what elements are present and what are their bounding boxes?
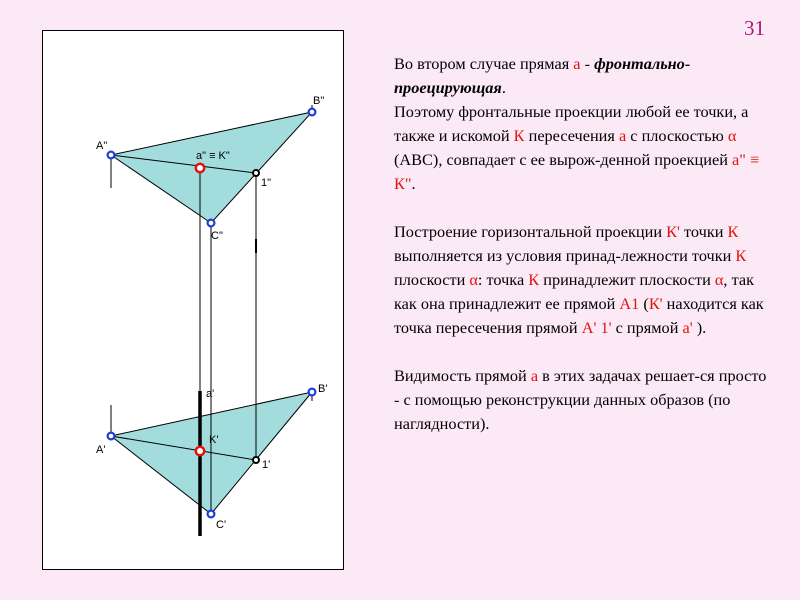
highlight-span: а	[573, 54, 581, 73]
text-span: (АВС), совпадает с ее вырож-денной проекцией	[394, 150, 732, 169]
highlight-span: А' 1'	[581, 318, 612, 337]
label-c2: C"	[211, 230, 223, 242]
point-c1	[208, 511, 215, 518]
label-k1: K'	[209, 434, 219, 446]
label-a1: A'	[96, 444, 106, 456]
highlight-span: К	[735, 246, 747, 265]
text-span: : точка	[477, 270, 529, 289]
text-span: , так как она принадлежит ее прямой	[394, 270, 755, 313]
text-span: плоскости	[394, 270, 470, 289]
point-a2	[108, 152, 115, 159]
highlight-span: а'	[682, 318, 693, 337]
text-span: точки	[679, 222, 728, 241]
text-span: Поэтому фронтальные проекции любой ее точки, а также и искомой	[394, 102, 749, 145]
paragraph-frontal	[367, 100, 775, 196]
paragraph-horizontal	[367, 220, 775, 340]
highlight-span: К'	[666, 222, 680, 241]
text-span: Видимость прямой	[394, 366, 531, 385]
label-a2: A"	[96, 140, 108, 152]
label-12: 1"	[261, 177, 272, 189]
highlight-span: К	[727, 222, 739, 241]
label-a1-line: a'	[206, 388, 215, 400]
paragraph-visibility	[367, 364, 775, 436]
highlight-span: α	[727, 126, 737, 145]
label-a2k2: a" ≡ K"	[196, 150, 230, 162]
point-c2	[208, 220, 215, 227]
point-12	[253, 170, 259, 176]
paragraph-gap	[367, 196, 775, 220]
label-b2: B"	[313, 95, 325, 107]
drawing-canvas	[43, 31, 345, 571]
text-span: с прямой	[611, 318, 683, 337]
point-11	[253, 457, 259, 463]
slide-number: 31	[744, 16, 765, 40]
highlight-span: К'	[648, 294, 663, 313]
point-k1	[196, 447, 204, 455]
highlight-span: а" ≡ К"	[394, 150, 760, 193]
highlight-span: а	[530, 366, 539, 385]
label-b1: B'	[318, 383, 328, 395]
text-span: (	[639, 294, 649, 313]
text-span: ).	[692, 318, 707, 337]
text-span: с плоскостью	[626, 126, 728, 145]
point-a1	[108, 433, 115, 440]
text-span: в этих задачах решает-ся просто - с помощью реконструкции данных образов (по наглядности).	[394, 366, 767, 433]
text-span: принадлежит плоскости	[539, 270, 715, 289]
projection-drawing	[42, 30, 344, 570]
highlight-span: К	[513, 126, 525, 145]
explanation-text	[367, 52, 775, 436]
emphasis-span: фронтально-проецирующая	[394, 54, 691, 97]
paragraph-gap	[367, 340, 775, 364]
text-span: пересечения	[524, 126, 619, 145]
text-span: .	[501, 78, 506, 97]
point-k2	[196, 164, 204, 172]
label-c1: C'	[216, 519, 227, 531]
text-span: выполняется из условия принад-лежности точки	[394, 246, 736, 265]
highlight-span: К	[528, 270, 540, 289]
text-span: .	[411, 174, 416, 193]
text-span: Построение горизонтальной проекции	[394, 222, 667, 241]
point-b1	[309, 389, 316, 396]
text-span: находится как точка пересечения прямой	[394, 294, 764, 337]
point-b2	[309, 109, 316, 116]
highlight-span: А1	[619, 294, 640, 313]
text-span: Во втором случае прямая	[394, 54, 574, 73]
paragraph-case	[367, 52, 775, 100]
highlight-span: α	[469, 270, 478, 289]
highlight-span: а	[618, 126, 627, 145]
text-span: -	[580, 54, 595, 73]
label-11: 1'	[262, 459, 271, 471]
highlight-span: α	[714, 270, 724, 289]
